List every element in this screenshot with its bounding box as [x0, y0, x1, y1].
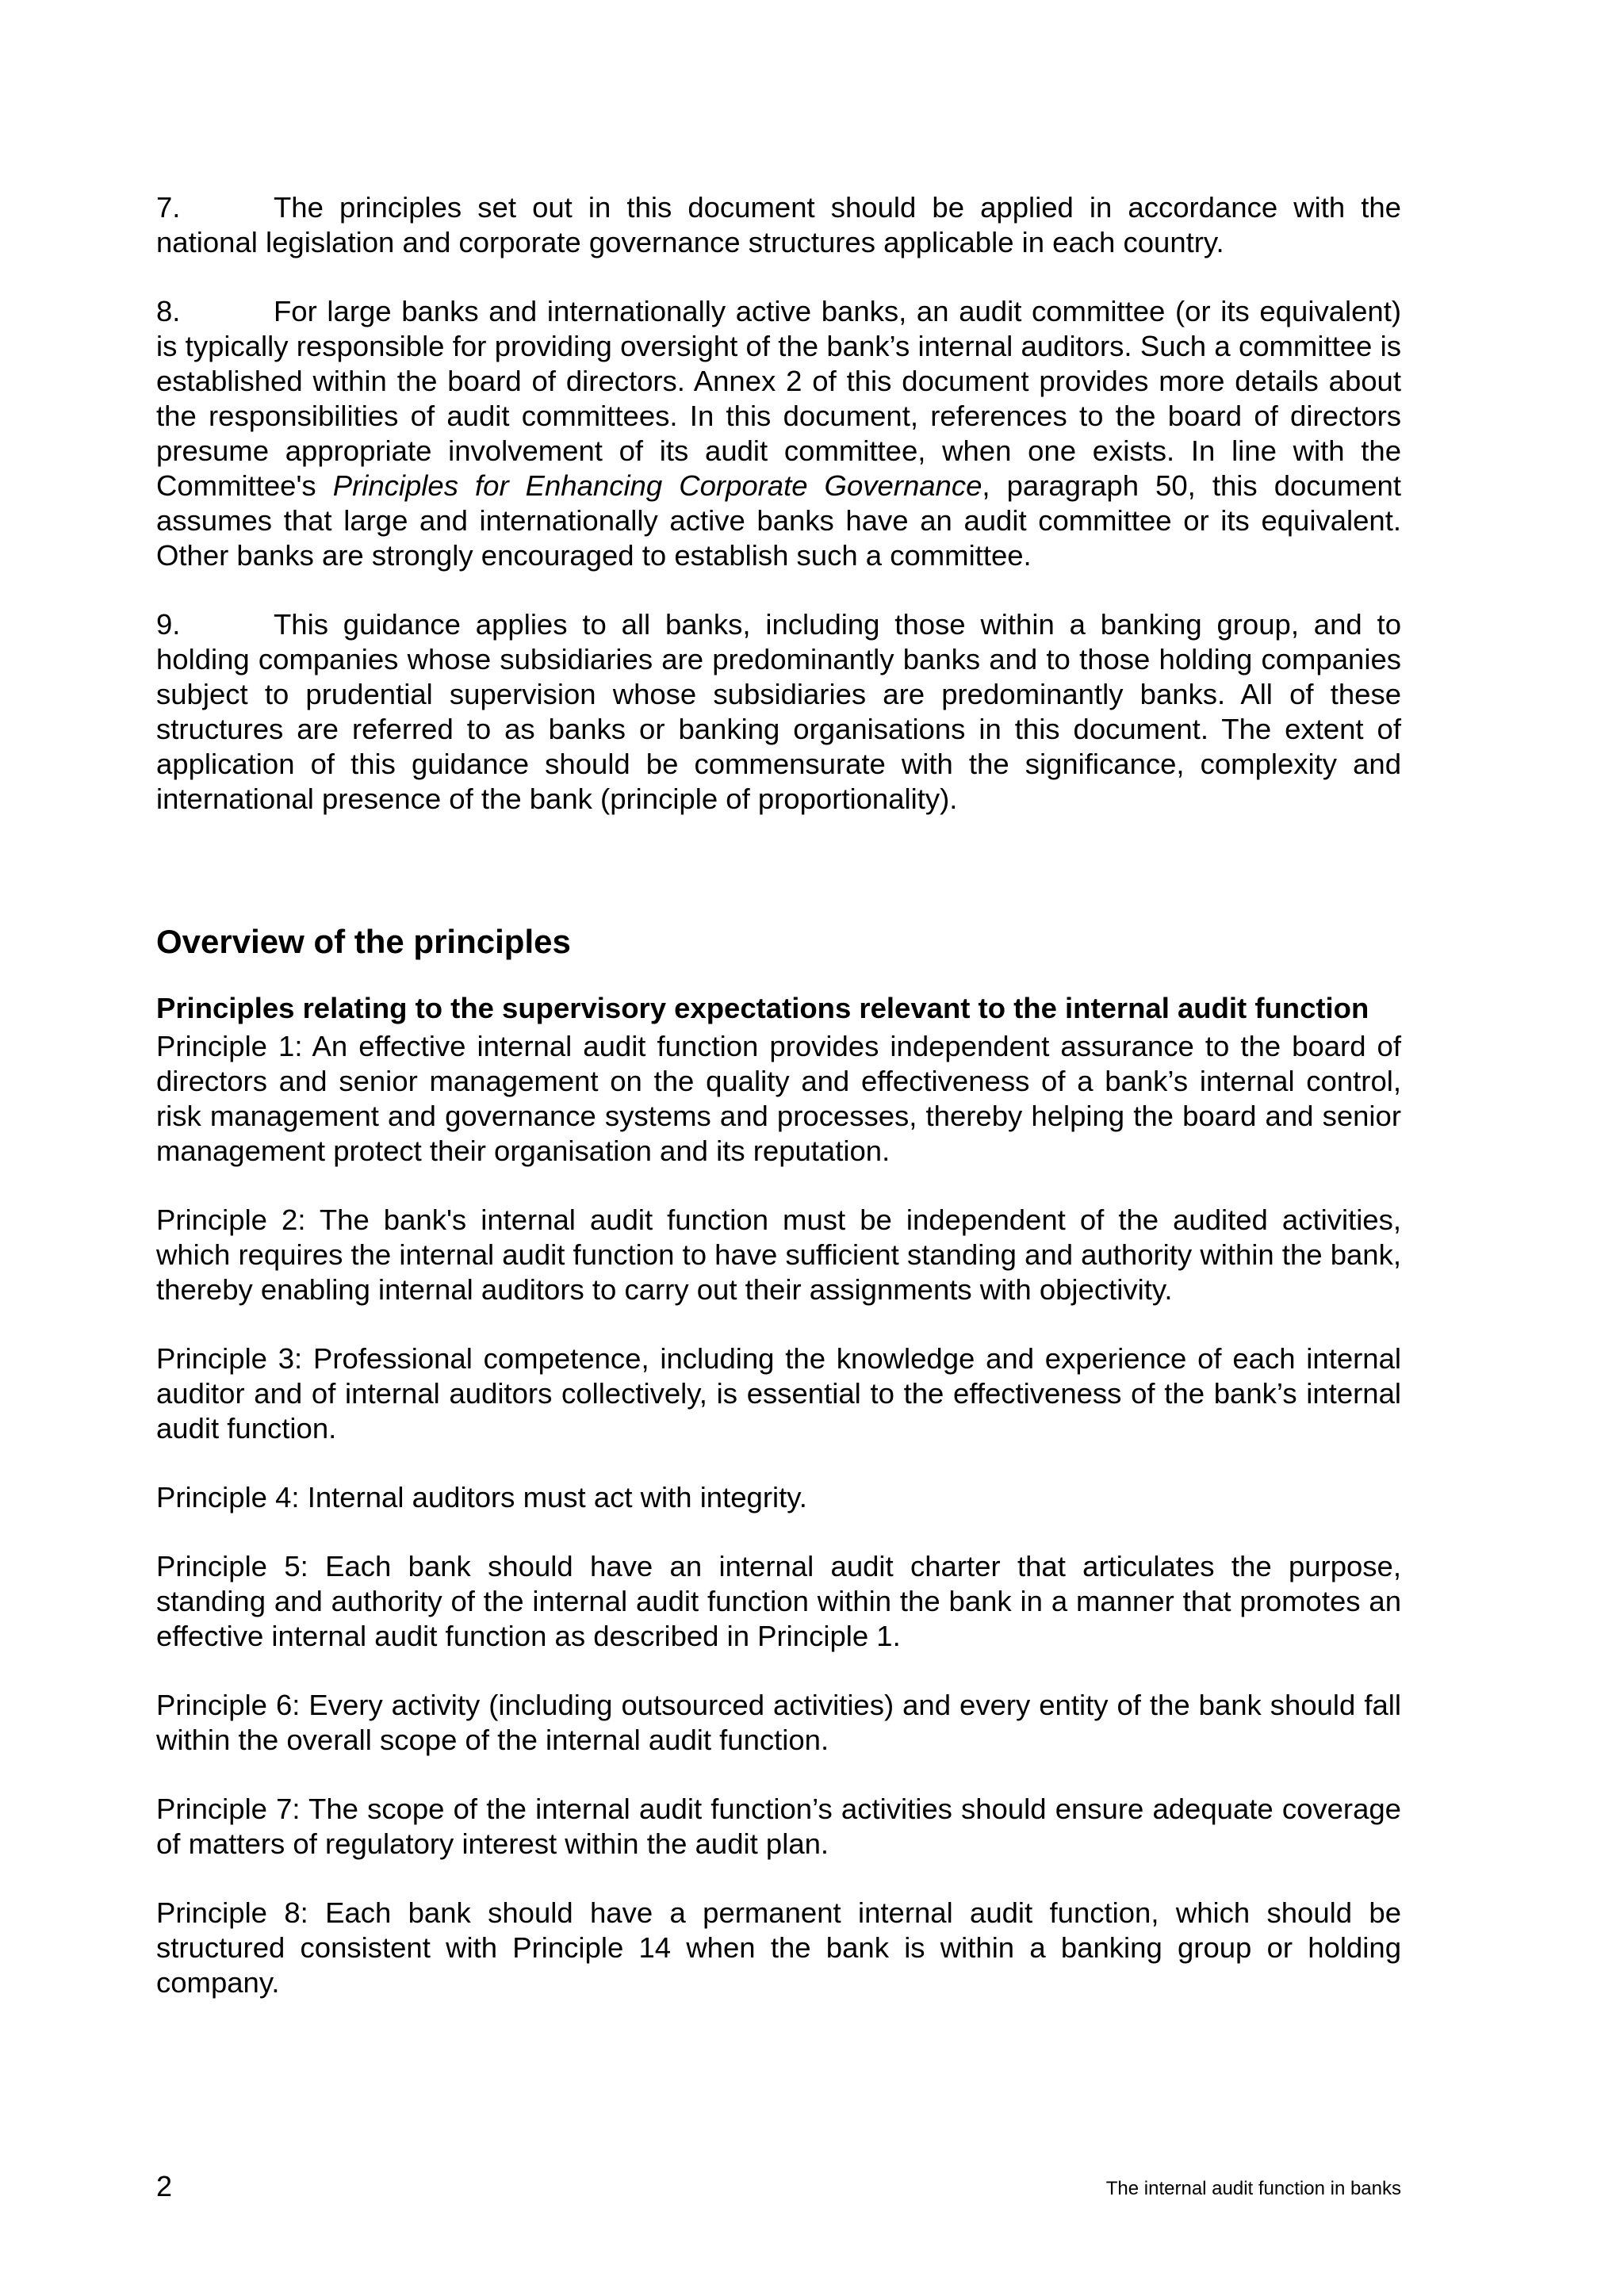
section-heading: Overview of the principles — [156, 923, 571, 960]
footer-document-title: The internal audit function in banks — [1105, 2178, 1401, 2199]
paragraph-text: For large banks and internationally active banks, an audit committee (or its equivalent) is typically responsible for providing oversight of the bank’s internal auditors. Such a committee is established within the board of directors. Annex 2 of this document provides more details about the responsibilities of audit committees. In this document, references to the board of directors presume appropriate involvement of its audit committee, when one exists. In line with the Committee's — [156, 295, 1401, 502]
principle-3: Principle 3: Professional competence, including the knowledge and experience of each internal auditor and of internal auditors collectively, is essential to the effectiveness of the bank’s internal audit function. — [156, 1342, 1401, 1445]
principle-1: Principle 1: An effective internal audit function provides independent assurance to the board of directors and senior management on the quality and effectiveness of a bank’s internal control, risk management and governance systems and processes, thereby helping the board and senior management protect their organisation and its reputation. — [156, 1030, 1401, 1167]
paragraph-text: , paragraph 50, this document assumes that large and internationally active banks have an audit committee or its equivalent. Other banks are strongly encouraged to establish such a committee. — [156, 469, 1401, 572]
cited-document-title: Principles for Enhancing Corporate Governance — [332, 469, 982, 502]
paragraph-8 — [156, 294, 1401, 573]
document-page — [156, 190, 1401, 2034]
paragraph-7 — [156, 190, 1401, 260]
paragraph-text: The principles set out in this document should be applied in accordance with the national legislation and corporate governance structures applicable in each country. — [156, 191, 1401, 258]
principle-2: Principle 2: The bank's internal audit function must be independent of the audited activities, which requires the internal audit function to have sufficient standing and authority within the bank, thereby enabling internal auditors to carry out their assignments with objectivity. — [156, 1203, 1401, 1306]
principle-5: Principle 5: Each bank should have an internal audit charter that articulates the purpose, standing and authority of the internal audit function within the bank in a manner that promotes an effective internal audit function as described in Principle 1. — [156, 1550, 1401, 1652]
paragraph-number: 8. — [156, 295, 181, 327]
principle-8: Principle 8: Each bank should have a permanent internal audit function, which should be structured consistent with Principle 14 when the bank is within a banking group or holding company. — [156, 1896, 1401, 1999]
sub-heading: Principles relating to the supervisory expectations relevant to the internal audit function — [156, 992, 1369, 1024]
paragraph-number: 7. — [156, 191, 181, 224]
paragraph-text: This guidance applies to all banks, including those within a banking group, and to holding companies whose subsidiaries are predominantly banks and to those holding companies subject to prudential supervision whose subsidiaries are predominantly banks. All of these structures are referred to as banks or banking organisations in this document. The extent of application of this guidance should be commensurate with the significance, complexity and international presence of the bank (principle of proportionality). — [156, 608, 1401, 815]
principle-7: Principle 7: The scope of the internal audit function’s activities should ensure adequate coverage of matters of regulatory interest within the audit plan. — [156, 1793, 1401, 1860]
paragraph-number: 9. — [156, 608, 181, 641]
principle-6: Principle 6: Every activity (including outsourced activities) and every entity of the bank should fall within the overall scope of the internal audit function. — [156, 1689, 1401, 1756]
principle-4: Principle 4: Internal auditors must act with integrity. — [156, 1481, 807, 1513]
paragraph-9 — [156, 607, 1401, 817]
page-number: 2 — [156, 2170, 173, 2202]
